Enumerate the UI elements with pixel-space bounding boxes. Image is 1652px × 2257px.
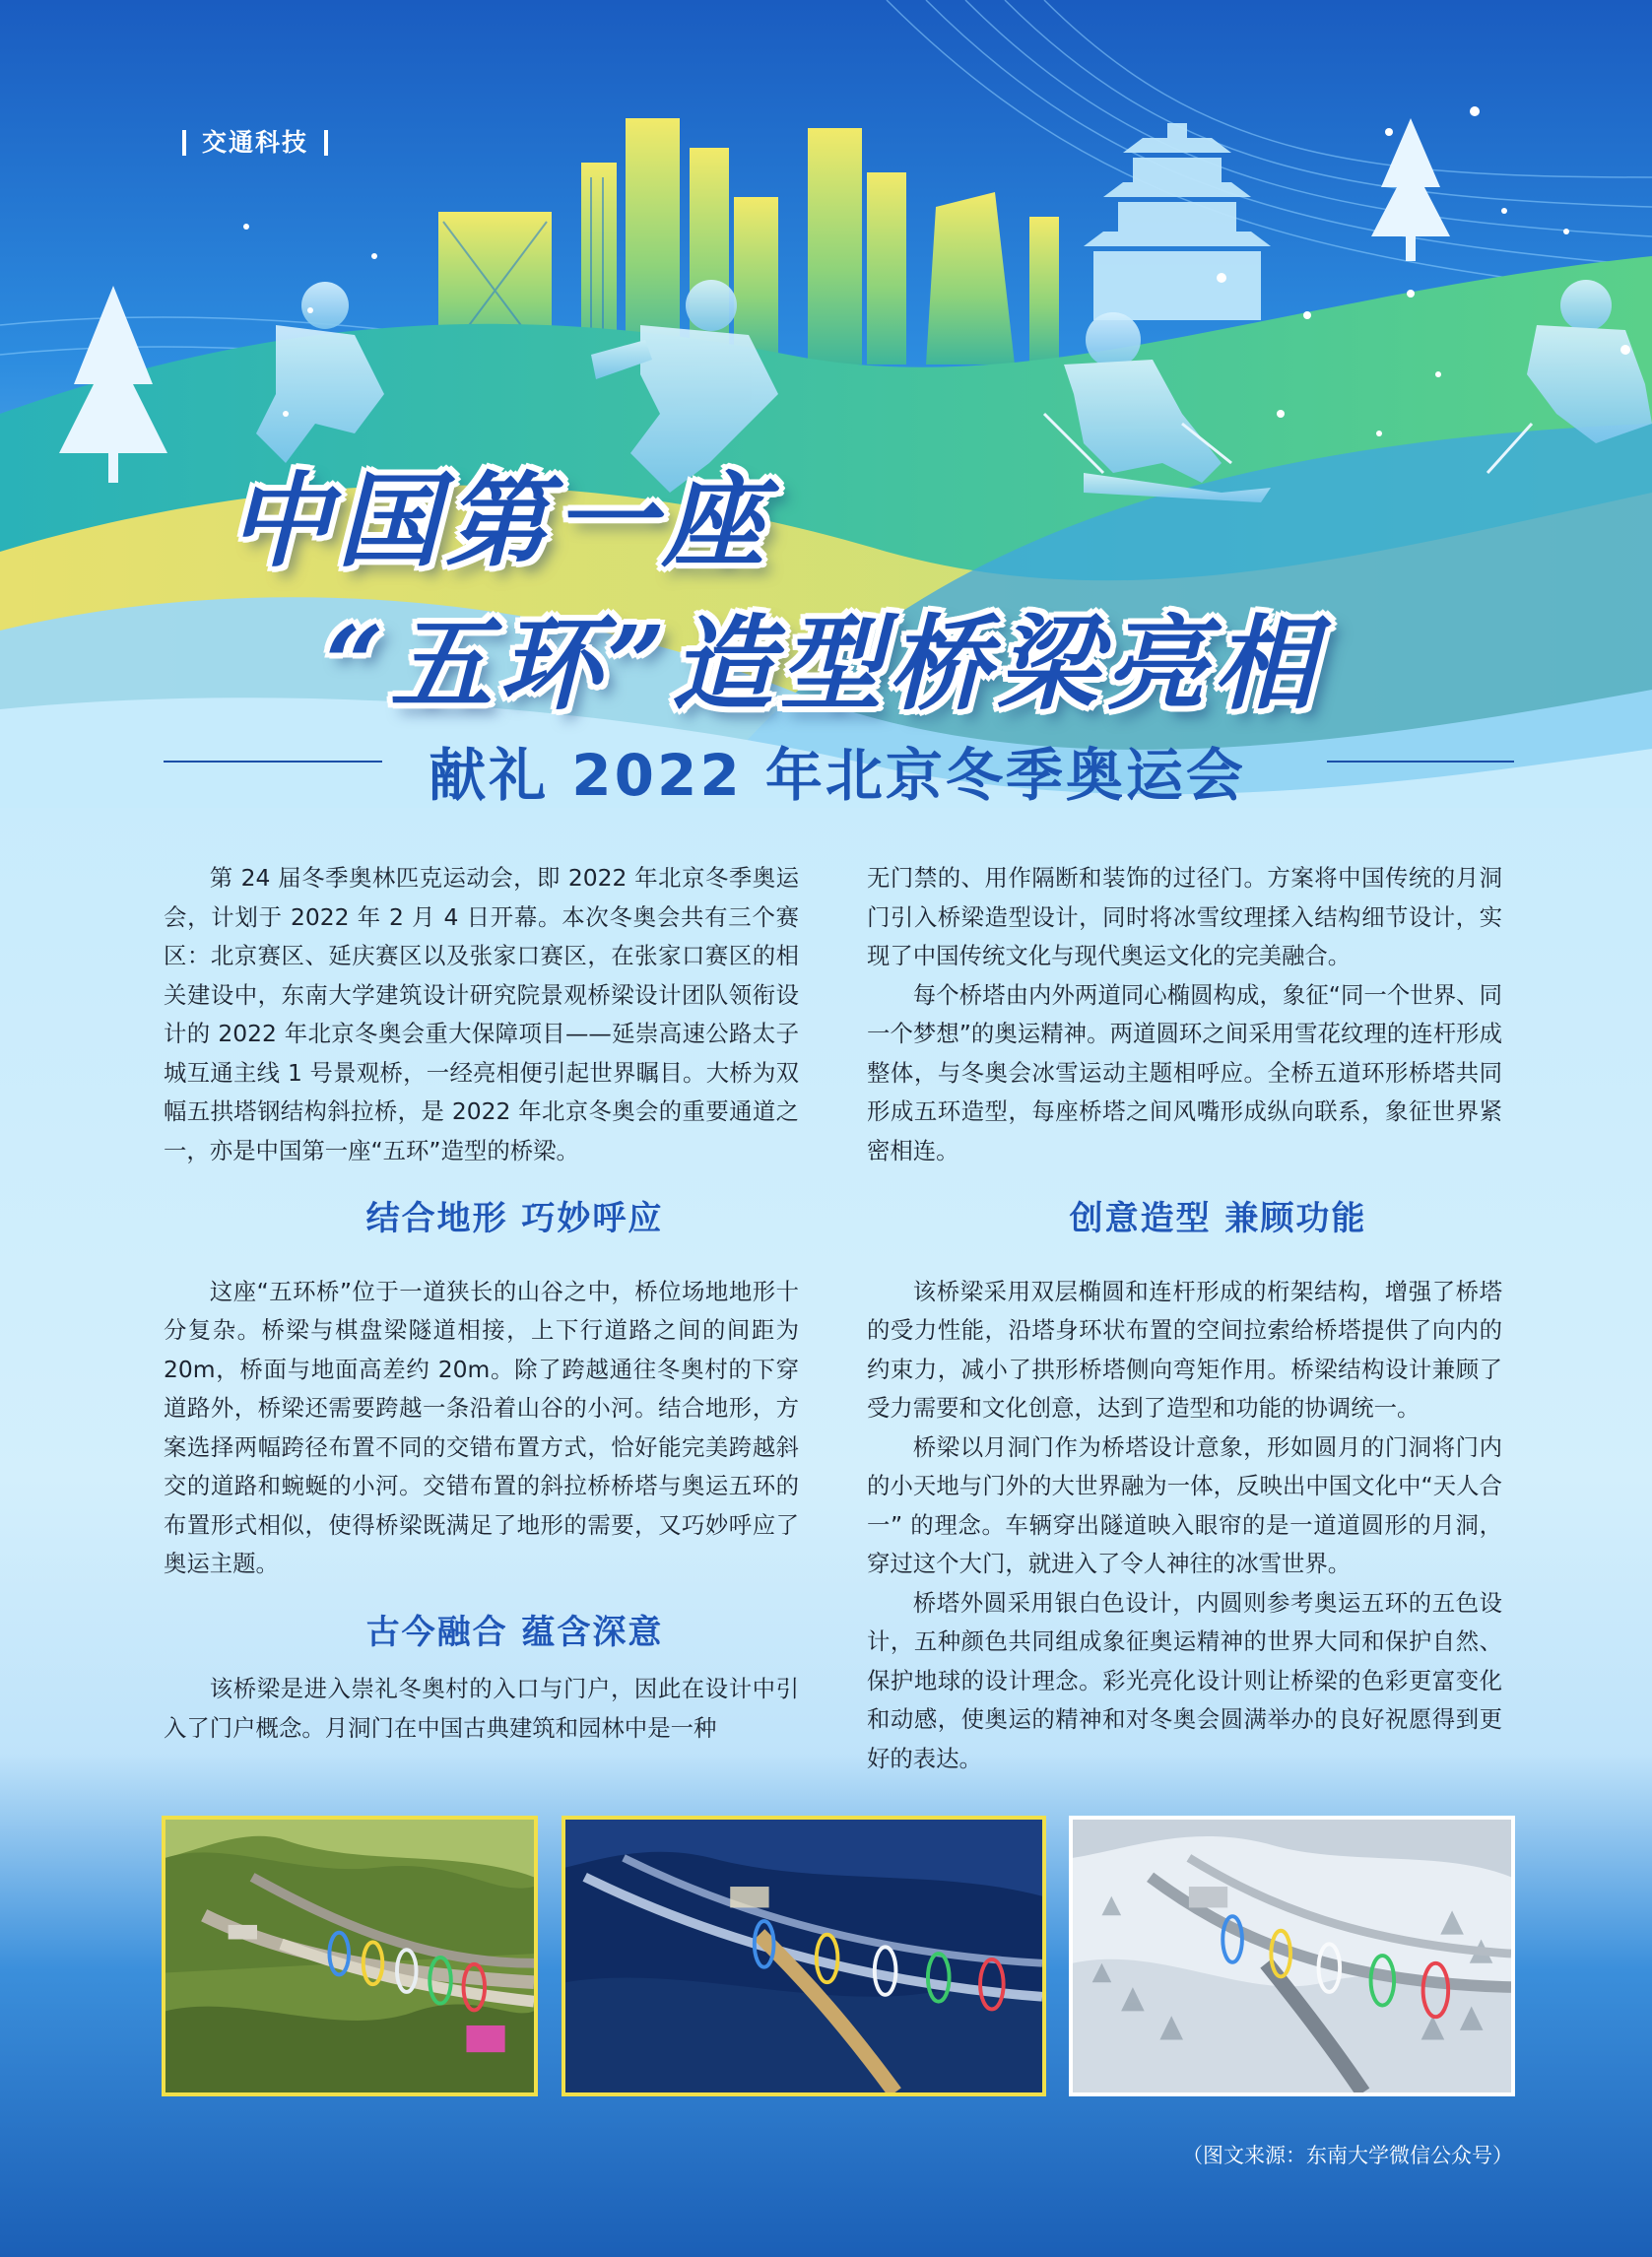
article-right-column — [867, 859, 1502, 1778]
subtitle-rule-left — [164, 761, 382, 763]
subtitle-rule-right — [1327, 761, 1514, 763]
moon-gate-paragraph: 桥梁以月洞门作为桥塔设计意象，形如圆月的门洞将门内的小天地与门外的大世界融为一体，反映出中国文化中“天人合一” 的理念。车辆穿出隧道映入眼帘的是一道道圆形的月洞，穿过这个大门，就进入了令人神往的冰雪世界。 — [867, 1432, 1502, 1577]
heritage-paragraph: 该桥梁是进入崇礼冬奥村的入口与门户，因此在设计中引入了门户概念。月洞门在中国古典建筑和园林中是一种 — [164, 1675, 799, 1742]
structure-paragraph: 该桥梁采用双层椭圆和连杆形成的桁架结构，增强了桥塔的受力性能，沿塔身环状布置的空间拉索给桥塔提供了向内的约束力，减小了拱形桥塔侧向弯矩作用。桥梁结构设计兼顾了受力需要和文化创意，达到了造型和功能的协调统一。 — [867, 1277, 1502, 1422]
section-heading-terrain: 结合地形 巧妙呼应 — [365, 1199, 664, 1238]
bridge-photo-summer — [162, 1816, 538, 2096]
headline-line-2: “五环”造型桥梁亮相 — [325, 603, 1322, 724]
bridge-photo-night — [562, 1816, 1046, 2096]
image-source-credit: （图文来源：东南大学微信公众号） — [1182, 2144, 1513, 2167]
subtitle-row — [0, 729, 1652, 808]
intro-paragraph: 第 24 届冬季奥林匹克运动会，即 2022 年北京冬季奥运会，计划于 2022 年 2 月 4 日开幕。本次冬奥会共有三个赛区：北京赛区、延庆赛区以及张家口赛区，在张家口赛区的相关建设中，东南大学建筑设计研究院景观桥梁设计团队领衔设计的 2022 年北京冬奥会重大保障项目——延崇高速公路太子城互通主线 1 号景观桥，一经亮相便引起世界瞩目。大桥为双幅五拱塔钢结构斜拉桥，是 2022 年北京冬奥会的重要通道之一，亦是中国第一座“五环”造型的桥梁。 — [164, 864, 799, 1164]
subtitle: 献礼 2022 年北京冬季奥运会 — [429, 742, 1246, 809]
bridge-photo-winter — [1069, 1816, 1515, 2096]
terrain-paragraph: 这座“五环桥”位于一道狭长的山谷之中，桥位场地地形十分复杂。桥梁与棋盘梁隧道相接，上下行道路之间的间距为 20m，桥面与地面高差约 20m。除了跨越通往冬奥村的下穿道路外，桥梁还需要跨越一条沿着山谷的小河。结合地形，方案选择两幅跨径布置不同的交错布置方式，恰好能完美跨越斜交的道路和蜿蜒的小河。交错布置的斜拉桥桥塔与奥运五环的布置形式相似，使得桥梁既满足了地形的需要，又巧妙呼应了奥运主题。 — [164, 1277, 799, 1577]
heritage-paragraph-continued: 无门禁的、用作隔断和装饰的过径门。方案将中国传统的月洞门引入桥梁造型设计，同时将冰雪纹理揉入结构细节设计，实现了中国传统文化与现代奥运文化的完美融合。 — [867, 864, 1502, 969]
section-tag: 交通科技 — [182, 130, 328, 156]
section-heading-design: 创意造型 兼顾功能 — [1069, 1199, 1367, 1238]
color-design-paragraph: 桥塔外圆采用银白色设计，内圆则参考奥运五环的五色设计，五种颜色共同组成象征奥运精神的世界大同和保护自然、保护地球的设计理念。彩光亮化设计则让桥梁的色彩更富变化和动感，使奥运的精神和对冬奥会圆满举办的良好祝愿得到更好的表达。 — [867, 1588, 1502, 1772]
article-left-column — [164, 859, 799, 1748]
headline-line-1: 中国第一座 — [229, 460, 771, 581]
section-heading-heritage: 古今融合 蕴含深意 — [365, 1612, 664, 1652]
rings-paragraph: 每个桥塔由内外两道同心椭圆构成，象征“同一个世界、同一个梦想”的奥运精神。两道圆环之间采用雪花纹理的连杆形成整体，与冬奥会冰雪运动主题相呼应。全桥五道环形桥塔共同形成五环造型，每座桥塔之间风嘴形成纵向联系，象征世界紧密相连。 — [867, 980, 1502, 1164]
